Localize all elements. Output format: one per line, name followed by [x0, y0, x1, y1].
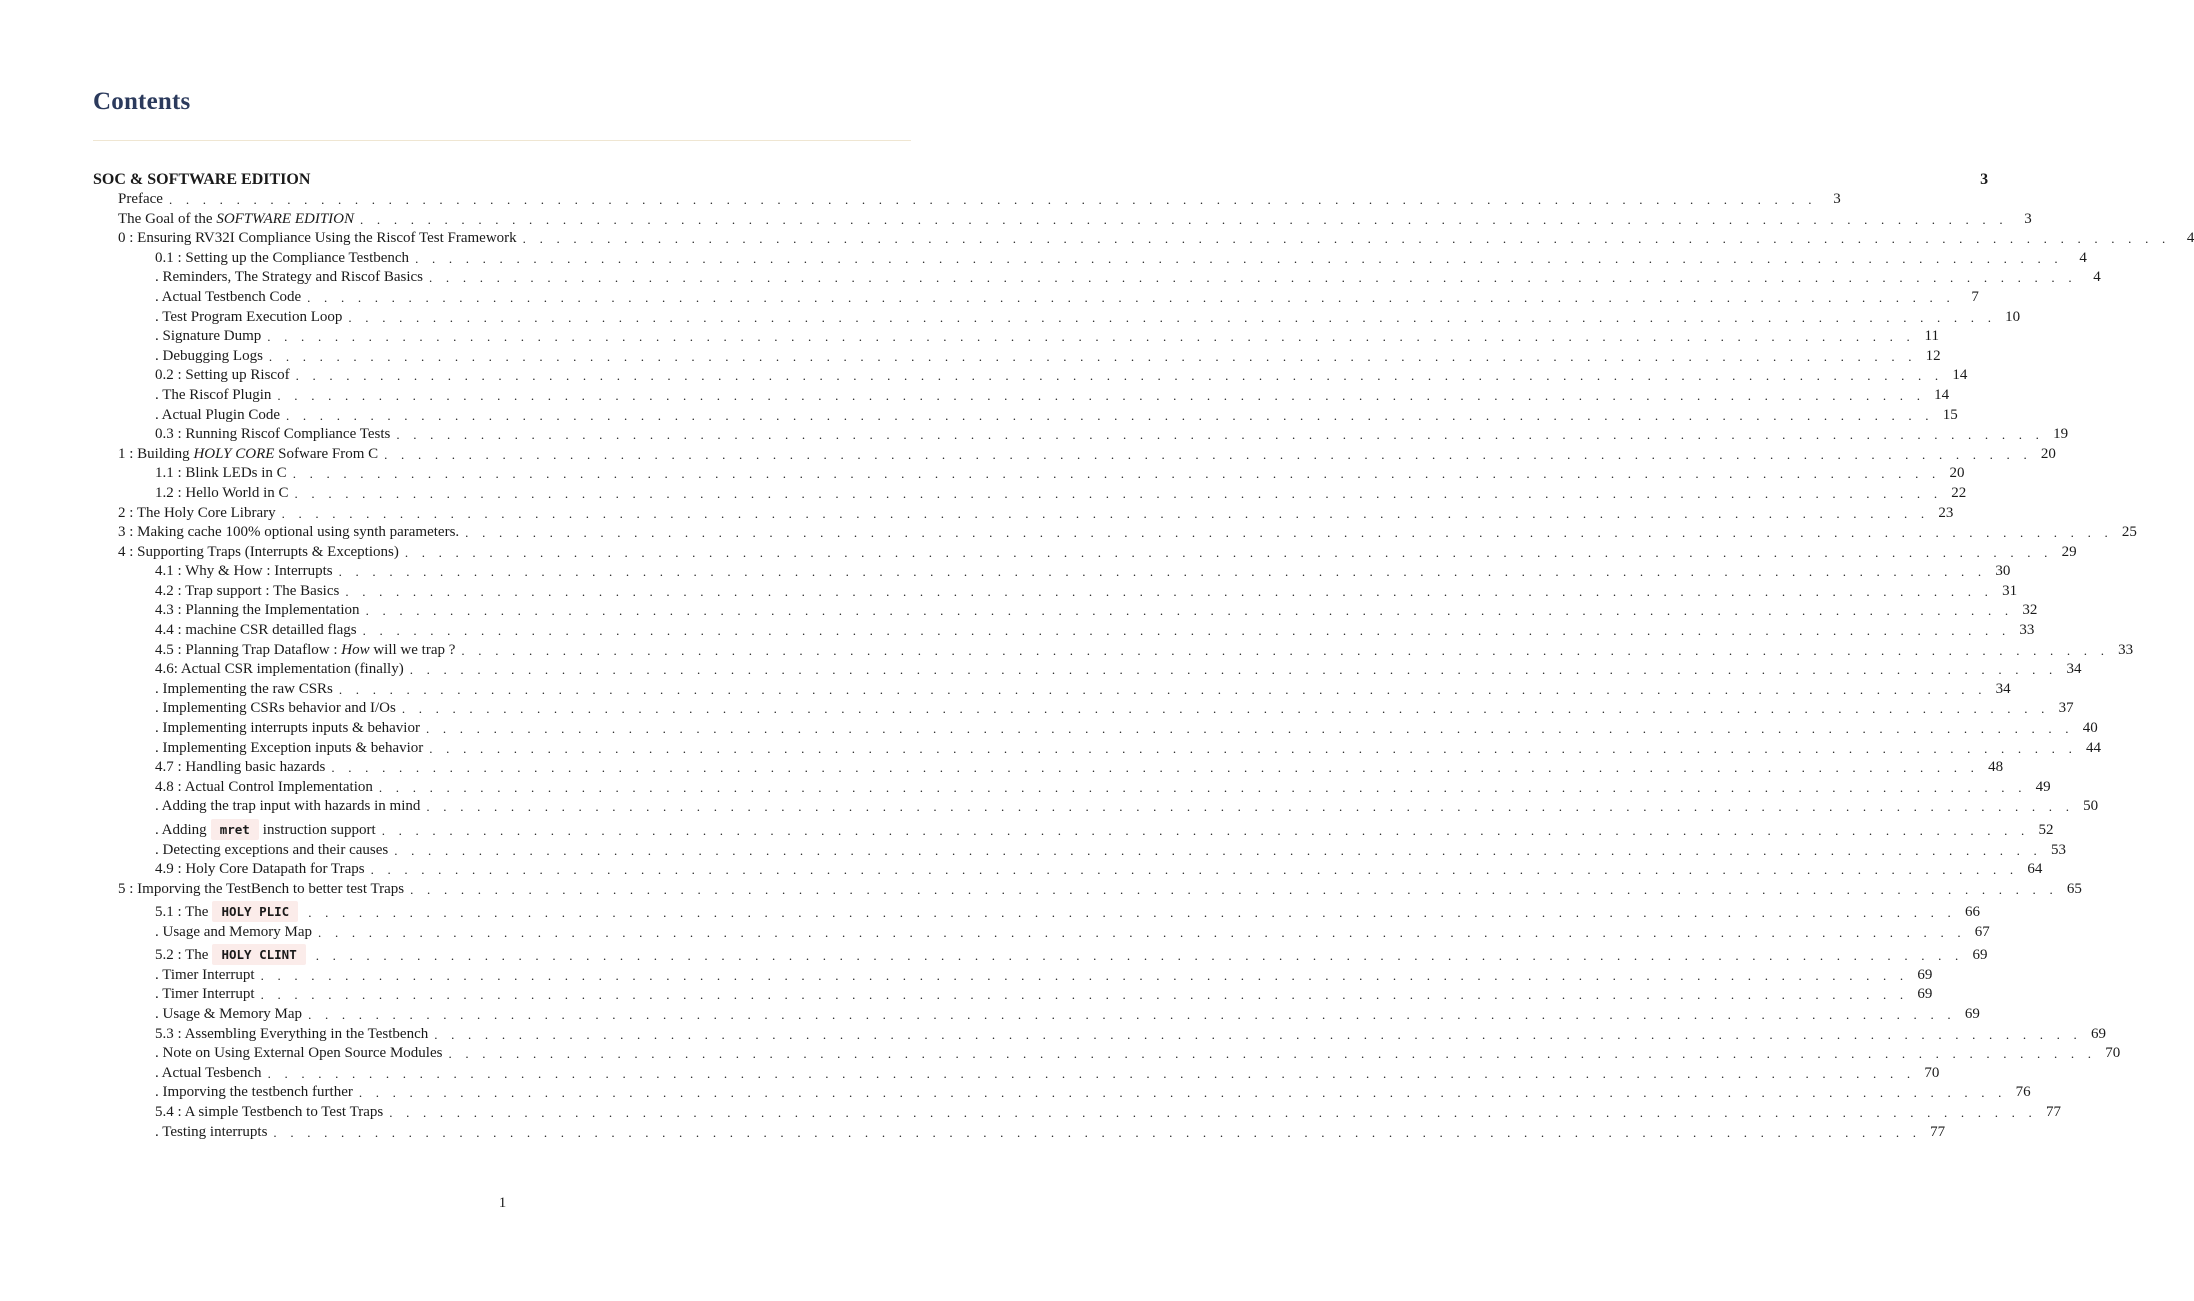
toc-entry-page: 48	[1988, 759, 2004, 776]
contents-heading: Contents	[93, 88, 191, 115]
toc-entry-page: 3	[1833, 191, 1841, 207]
toc-entry[interactable]	[93, 268, 2101, 288]
toc-entry[interactable]	[93, 797, 2099, 817]
toc-entry[interactable]	[93, 942, 1988, 966]
dot-leader: . . . . . . . . . . . . . . . . . . . . . . . . . . . . . . . . . . . . . . . . . . . . . . . . . . . . . . . . . . . . . . . . . . . . . . . . . . . . . . . . . . . . . . . . . . . . . . . . . .	[338, 681, 1987, 697]
toc-entry-label: 5.4 : A simple Testbench to Test Traps	[155, 1104, 384, 1121]
dot-leader: . . . . . . . . . . . . . . . . . . . . . . . . . . . . . . . . . . . . . . . . . . . . . . . . . . . . . . . . . . . . . . . . . . . . . . . . . . . . . . . . . . . . . . . . . . . . . . . . . .	[362, 623, 2011, 639]
inline-code: HOLY CLINT	[212, 944, 305, 965]
toc-entry[interactable]	[93, 249, 2087, 269]
toc-entry[interactable]	[93, 425, 2069, 445]
toc-entry-label: 1.2 : Hello World in C	[155, 484, 289, 501]
dot-leader: . . . . . . . . . . . . . . . . . . . . . . . . . . . . . . . . . . . . . . . . . . . . . . . . . . . . . . . . . . . . . . . . . . . . . . . . . . . . . . . . . . . . . . . . . . . . . . . . . .	[267, 329, 1915, 345]
dot-leader: . . . . . . . . . . . . . . . . . . . . . . . . . . . . . . . . . . . . . . . . . . . . . . . . . . . . . . . . . . . . . . . . . . . . . . . . . . . . . . . . . . . . . . . . . . . . . . . . . .	[267, 1065, 1916, 1081]
toc-entry-label: 4.6: Actual CSR implementation (finally)	[155, 661, 404, 678]
table-of-contents	[93, 170, 2194, 1142]
toc-entry[interactable]	[93, 1103, 2061, 1123]
toc-entry-label: . Implementing interrupts inputs & behavior	[155, 720, 420, 737]
toc-entry-label: 4.1 : Why & How : Interrupts	[155, 563, 333, 580]
dot-leader: . . . . . . . . . . . . . . . . . . . . . . . . . . . . . . . . . . . . . . . . . . . . . . . . . . . . . . . . . . . . . . . . . . . . . . . . . . . . . . . . . . . . . . . . . . . . . . . . . .	[338, 564, 1987, 580]
toc-entry-label: . Note on Using External Open Source Modules	[155, 1045, 443, 1062]
label-text: 4.5 : Planning Trap Dataflow :	[155, 641, 342, 658]
toc-entry[interactable]	[93, 985, 1933, 1005]
toc-entry-label: . Usage and Memory Map	[155, 923, 313, 940]
toc-entry[interactable]	[93, 1025, 2106, 1045]
toc-entry-label: 3 : Making cache 100% optional using synth parameters.	[118, 524, 460, 541]
toc-entry-page: 49	[2035, 778, 2051, 795]
toc-entry-label: . Testing interrupts	[155, 1123, 268, 1140]
dot-leader: . . . . . . . . . . . . . . . . . . . . . . . . . . . . . . . . . . . . . . . . . . . . . . . . . . . . . . . . . . . . . . . . . . . . . . . . . . . . . . . . . . . . . . . . . . . . . . . . . .	[378, 779, 2027, 795]
toc-entry[interactable]	[93, 288, 1979, 308]
toc-entry[interactable]	[93, 719, 2098, 739]
dot-leader: . . . . . . . . . . . . . . . . . . . . . . . . . . . . . . . . . . . . . . . . . . . . . . . . . . . . . . . . . . . . . . . . . . . . . . . . . . . . . . . . . . . . . . . . . . . . . . . . . .	[307, 289, 1955, 305]
toc-entry-page: 19	[2053, 426, 2069, 443]
label-emphasis: How	[341, 641, 370, 658]
dot-leader: . . . . . . . . . . . . . . . . . . . . . . . . . . . . . . . . . . . . . . . . . . . . . . . . . . . . . . . . . . . . . . . . . . . . . . . . . . . . . . . . . . . . . . . . . . . . . . . . . .	[360, 211, 2008, 227]
toc-entry[interactable]	[93, 504, 1954, 524]
toc-entry-page: 69	[2090, 1025, 2106, 1042]
toc-entry-page: 20	[1949, 465, 1965, 482]
toc-entry[interactable]	[93, 1005, 1980, 1025]
label-text: 5.1 : The	[155, 904, 209, 921]
toc-entry[interactable]	[93, 562, 2011, 582]
dot-leader: . . . . . . . . . . . . . . . . . . . . . . . . . . . . . . . . . . . . . . . . . . . . . . . . . . . . . . . . . . . . . . . . . . . . . . . . . . . . . . . . . . . . . . . . . . . . . . . . . .	[409, 662, 2058, 678]
dot-leader: . . . . . . . . . . . . . . . . . . . . . . . . . . . . . . . . . . . . . . . . . . . . . . . . . . . . . . . . . . . . . . . . . . . . . . . . . . . . . . . . . . . . . . . . . . . . . . . . . .	[465, 525, 2113, 541]
toc-entry[interactable]	[93, 484, 1967, 504]
toc-entry-label: Preface	[118, 191, 163, 207]
dot-leader: . . . . . . . . . . . . . . . . . . . . . . . . . . . . . . . . . . . . . . . . . . . . . . . . . . . . . . . . . . . . . . . . . . . . . . . . . . . . . . . . . . . . . . . . . . . . . . . . . .	[292, 466, 1941, 482]
dot-leader: . . . . . . . . . . . . . . . . . . . . . . . . . . . . . . . . . . . . . . . . . . . . . . . . . . . . . . . . . . . . . . . . . . . . . . . . . . . . . . . . . . . . . . . . . . . . . . . . . .	[389, 1105, 2037, 1121]
dot-leader: . . . . . . . . . . . . . . . . . . . . . . . . . . . . . . . . . . . . . . . . . . . . . . . . . . . . . . . . . . . . . . . . . . . . . . . . . . . . . . . . . . . . . . . . . . . . . . . . . .	[429, 270, 2077, 286]
toc-entry-label	[155, 901, 302, 923]
toc-entry-label: 2 : The Holy Core Library	[118, 504, 276, 521]
toc-entry[interactable]	[93, 1044, 2121, 1064]
toc-entry-page: 70	[2105, 1045, 2121, 1062]
toc-entry-label: . Detecting exceptions and their causes	[155, 841, 389, 858]
dot-leader: . . . . . . . . . . . . . . . . . . . . . . . . . . . . . . . . . . . . . . . . . . . . . . . . . . . . . . . . . . . . . . . . . . . . . . . . . . . . . . . . . . . . . . . . . . . . . . . . . .	[434, 1026, 2082, 1042]
toc-entry[interactable]	[93, 923, 1990, 943]
toc-entry[interactable]	[93, 308, 2021, 328]
toc-entry-label: . Usage & Memory Map	[155, 1006, 303, 1023]
dot-leader: . . . . . . . . . . . . . . . . . . . . . . . . . . . . . . . . . . . . . . . . . . . . . . . . . . . . . . . . . . . . . . . . . . . . . . . . . . . . . . . . . . . . . . . . . . . . . . . . . .	[410, 881, 2058, 897]
toc-entry-page: 77	[1930, 1123, 1946, 1140]
toc-entry-page: 69	[1964, 1006, 1980, 1023]
toc-entry-label: . Actual Tesbench	[155, 1064, 262, 1081]
toc-entry-page: 66	[1964, 904, 1980, 921]
toc-entry-page: 77	[2045, 1104, 2061, 1121]
toc-entry-label: 4.4 : machine CSR detailled flags	[155, 622, 357, 639]
toc-entry[interactable]	[93, 758, 2004, 778]
toc-entry-page: 23	[1938, 504, 1954, 521]
toc-entry-page: 3	[1980, 171, 1989, 189]
toc-entry-label	[118, 445, 378, 465]
toc-entry-page: 25	[2121, 524, 2137, 541]
toc-entry-label	[155, 641, 455, 661]
dot-leader: . . . . . . . . . . . . . . . . . . . . . . . . . . . . . . . . . . . . . . . . . . . . . . . . . . . . . . . . . . . . . . . . . . . . . . . . . . . . . . . . . . . . . . . . . . . . . . . . . .	[273, 1124, 1922, 1140]
toc-entry-label: 1.1 : Blink LEDs in C	[155, 465, 287, 482]
toc-entry-label: . Reminders, The Strategy and Riscof Basics	[155, 269, 424, 286]
toc-entry[interactable]	[93, 699, 2074, 719]
toc-entry-page: 14	[1934, 386, 1950, 403]
toc-entry-page: 33	[2118, 641, 2134, 658]
toc-entry-label	[155, 819, 376, 841]
inline-code: HOLY PLIC	[212, 901, 298, 922]
dot-leader: . . . . . . . . . . . . . . . . . . . . . . . . . . . . . . . . . . . . . . . . . . . . . . . . . . . . . . . . . . . . . . . . . . . . . . . . . . . . . . . . . . . . . . . . . . . . . . . . . .	[281, 505, 1930, 521]
toc-entry-label: . Timer Interrupt	[155, 986, 255, 1003]
toc-entry-label: . Debugging Logs	[155, 347, 263, 364]
toc-entry[interactable]	[93, 966, 1933, 986]
toc-entry-page: 12	[1925, 347, 1941, 364]
toc-entry[interactable]	[93, 778, 2051, 798]
dot-leader: . . . . . . . . . . . . . . . . . . . . . . . . . . . . . . . . . . . . . . . . . . . . . . . . . . . . . . . . . . . . . . . . . . . . . . . . . . . . . . . . . . . . . . . . . . . . . . . . . .	[396, 427, 2045, 443]
toc-entry-label: 4.7 : Handling basic hazards	[155, 759, 326, 776]
dot-leader: . . . . . . . . . . . . . . . . . . . . . . . . . . . . . . . . . . . . . . . . . . . . . . . . . . . . . . . . . . . . . . . . . . . . . . . . . . . . . . . . . . . . . . . . . . . . . . . . . .	[168, 192, 1817, 207]
toc-entry-label: SOC & SOFTWARE EDITION	[93, 171, 311, 189]
toc-entry-page: 76	[2015, 1084, 2031, 1101]
toc-entry-page: 33	[2019, 622, 2035, 639]
toc-entry[interactable]	[93, 386, 1950, 406]
toc-entry[interactable]	[93, 739, 2102, 759]
toc-part-entry[interactable]	[93, 170, 1989, 190]
toc-entry-label: 0.2 : Setting up Riscof	[155, 367, 290, 384]
toc-entry-page: 52	[2038, 821, 2054, 838]
toc-entry-page: 69	[1917, 966, 1933, 983]
toc-entry-label: 5.3 : Assembling Everything in the Testbench	[155, 1025, 429, 1042]
toc-entry-page: 37	[2058, 700, 2074, 717]
toc-entry[interactable]	[93, 523, 2137, 543]
toc-entry-label: . Adding the trap input with hazards in mind	[155, 798, 421, 815]
toc-entry-label: . Signature Dump	[155, 328, 262, 345]
toc-entry[interactable]	[93, 210, 2032, 230]
toc-entry[interactable]	[93, 880, 2082, 900]
toc-entry[interactable]	[93, 621, 2035, 641]
toc-entry[interactable]	[93, 1123, 1946, 1143]
dot-leader: . . . . . . . . . . . . . . . . . . . . . . . . . . . . . . . . . . . . . . . . . . . . . . . . . . . . . . . . . . . . . . . . . . . . . . . . . . . . . . . . . . . . . . . . . . . . . . . . . .	[331, 760, 1980, 776]
dot-leader: . . . . . . . . . . . . . . . . . . . . . . . . . . . . . . . . . . . . . . . . . . . . . . . . . . . . . . . . . . . . . . . . . . . . . . . . . . . . . . . . . . . . . . . . . . . . . . . . . .	[394, 842, 2042, 858]
dot-leader: . . . . . . . . . . . . . . . . . . . . . . . . . . . . . . . . . . . . . . . . . . . . . . . . . . . . . . . . . . . . . . . . . . . . . . . . . . . . . . . . . . . . . . . . . . . . . . . . . .	[522, 231, 2171, 247]
dot-leader: . . . . . . . . . . . . . . . . . . . . . . . . . . . . . . . . . . . . . . . . . . . . . . . . . . . . . . . . . . . . . . . . . . . . . . . . . . . . . . . . . . . . . . . . . . . . . . . . . .	[308, 905, 1956, 921]
toc-entry[interactable]	[93, 366, 1968, 386]
toc-entry-label: 4.2 : Trap support : The Basics	[155, 582, 340, 599]
toc-entry[interactable]	[93, 406, 1958, 426]
toc-entry-page: 69	[1917, 986, 1933, 1003]
toc-entry-label	[155, 944, 310, 966]
toc-entry-page: 20	[2040, 445, 2056, 462]
toc-entry-page: 22	[1951, 484, 1967, 501]
dot-leader: . . . . . . . . . . . . . . . . . . . . . . . . . . . . . . . . . . . . . . . . . . . . . . . . . . . . . . . . . . . . . . . . . . . . . . . . . . . . . . . . . . . . . . . . . . . . . . . . . .	[370, 862, 2019, 878]
toc-entry-page: 30	[1995, 563, 2011, 580]
label-text: 1 : Building	[118, 445, 194, 462]
toc-entry-label: 0.1 : Setting up the Compliance Testbench	[155, 249, 410, 266]
toc-entry-label: . Actual Plugin Code	[155, 406, 280, 423]
toc-entry-label: . Implementing the raw CSRs	[155, 680, 333, 697]
toc-entry-label	[118, 210, 354, 230]
toc-entry-page: 4	[2079, 249, 2087, 266]
toc-entry-label: . Test Program Execution Loop	[155, 308, 343, 325]
label-emphasis: HOLY CORE	[193, 445, 275, 462]
toc-entry[interactable]	[93, 817, 2054, 841]
toc-entry-page: 64	[2027, 861, 2043, 878]
toc-entry-label: 5 : Imporving the TestBench to better test Traps	[118, 880, 405, 897]
toc-entry[interactable]	[93, 582, 2018, 602]
toc-entry-page: 34	[1995, 680, 2011, 697]
toc-entry-page: 67	[1974, 923, 1990, 940]
toc-entry-page: 29	[2061, 543, 2077, 560]
label-text: The Goal of the	[118, 210, 217, 227]
dot-leader: . . . . . . . . . . . . . . . . . . . . . . . . . . . . . . . . . . . . . . . . . . . . . . . . . . . . . . . . . . . . . . . . . . . . . . . . . . . . . . . . . . . . . . . . . . . . . . . . . .	[294, 485, 1943, 501]
toc-entry[interactable]	[93, 899, 1980, 923]
label-text: instruction support	[262, 821, 376, 838]
toc-entry-page: 69	[1972, 947, 1988, 964]
toc-entry-page: 4	[2186, 230, 2194, 247]
dot-leader: . . . . . . . . . . . . . . . . . . . . . . . . . . . . . . . . . . . . . . . . . . . . . . . . . . . . . . . . . . . . . . . . . . . . . . . . . . . . . . . . . . . . . . . . . . . . . . . . . .	[260, 967, 1909, 983]
page-number: 1	[498, 1195, 507, 1211]
toc-entry[interactable]	[93, 660, 2082, 680]
toc-entry[interactable]	[93, 841, 2066, 861]
toc-entry-page: 10	[2005, 308, 2021, 325]
toc-entry[interactable]	[93, 601, 2038, 621]
dot-leader: . . . . . . . . . . . . . . . . . . . . . . . . . . . . . . . . . . . . . . . . . . . . . . . . . . . . . . . . . . . . . . . . . . . . . . . . . . . . . . . . . . . . . . . . . . . . . . . . . .	[461, 642, 2110, 658]
toc-entry[interactable]	[93, 229, 2194, 249]
toc-entry-label: 4.3 : Planning the Implementation	[155, 602, 360, 619]
toc-entry[interactable]	[93, 327, 1939, 347]
dot-leader: . . . . . . . . . . . . . . . . . . . . . . . . . . . . . . . . . . . . . . . . . . . . . . . . . . . . . . . . . . . . . . . . . . . . . . . . . . . . . . . . . . . . . . . . . . . . . . . . . .	[384, 446, 2032, 462]
dot-leader: . . . . . . . . . . . . . . . . . . . . . . . . . . . . . . . . . . . . . . . . . . . . . . . . . . . . . . . . . . . . . . . . . . . . . . . . . . . . . . . . . . . . . . . . . . . . . . . . . .	[401, 701, 2050, 717]
toc-entry-page: 15	[1942, 406, 1958, 423]
dot-leader: . . . . . . . . . . . . . . . . . . . . . . . . . . . . . . . . . . . . . . . . . . . . . . . . . . . . . . . . . . . . . . . . . . . . . . . . . . . . . . . . . . . . . . . . . . . . . . . . . .	[448, 1046, 2097, 1062]
dot-leader: . . . . . . . . . . . . . . . . . . . . . . . . . . . . . . . . . . . . . . . . . . . . . . . . . . . . . . . . . . . . . . . . . . . . . . . . . . . . . . . . . . . . . . . . . . . . . . . . . .	[286, 407, 1934, 423]
dot-leader: . . . . . . . . . . . . . . . . . . . . . . . . . . . . . . . . . . . . . . . . . . . . . . . . . . . . . . . . . . . . . . . . . . . . . . . . . . . . . . . . . . . . . . . . . . . . . . . . . .	[429, 740, 2078, 756]
toc-entry-page: 34	[2066, 661, 2082, 678]
toc-entry[interactable]	[93, 641, 2134, 661]
toc-entry-page: 31	[2002, 582, 2018, 599]
label-text: will we trap ?	[369, 641, 456, 658]
toc-entry[interactable]	[93, 1064, 1940, 1084]
toc-entry[interactable]	[93, 680, 2011, 700]
dot-leader: . . . . . . . . . . . . . . . . . . . . . . . . . . . . . . . . . . . . . . . . . . . . . . . . . . . . . . . . . . . . . . . . . . . . . . . . . . . . . . . . . . . . . . . . . . . . . . . . . .	[425, 721, 2074, 737]
toc-entry-page: 32	[2022, 602, 2038, 619]
heading-rule	[93, 140, 911, 141]
toc-entry-label: . The Riscof Plugin	[155, 386, 272, 403]
toc-entry-label: 0 : Ensuring RV32I Compliance Using the Riscof Test Framework	[118, 230, 517, 247]
toc-entry[interactable]	[93, 543, 2077, 563]
toc-entry-label: . Timer Interrupt	[155, 966, 255, 983]
toc-entry-page: 40	[2082, 720, 2098, 737]
toc-entry-page: 65	[2066, 880, 2082, 897]
toc-entry-page: 7	[1971, 288, 1979, 305]
toc-entry[interactable]	[93, 464, 1965, 484]
toc-entry-page: 70	[1924, 1064, 1940, 1081]
dot-leader: . . . . . . . . . . . . . . . . . . . . . . . . . . . . . . . . . . . . . . . . . . . . . . . . . . . . . . . . . . . . . . . . . . . . . . . . . . . . . . . . . . . . . . . . . . . . . . . . . .	[381, 822, 2030, 838]
toc-entry-label: . Imporving the testbench further	[155, 1084, 353, 1101]
label-text: . Adding	[155, 821, 207, 838]
dot-leader: . . . . . . . . . . . . . . . . . . . . . . . . . . . . . . . . . . . . . . . . . . . . . . . . . . . . . . . . . . . . . . . . . . . . . . . . . . . . . . . . . . . . . . . . . . . . . . . . . .	[404, 544, 2053, 560]
toc-entry[interactable]	[93, 445, 2056, 465]
toc-entry-label: . Implementing CSRs behavior and I/Os	[155, 700, 396, 717]
toc-entry-label: . Actual Testbench Code	[155, 288, 302, 305]
toc-entry-label: 4.9 : Holy Core Datapath for Traps	[155, 861, 365, 878]
toc-entry-page: 53	[2051, 841, 2066, 858]
label-emphasis: SOFTWARE EDITION	[216, 210, 355, 227]
dot-leader: . . . . . . . . . . . . . . . . . . . . . . . . . . . . . . . . . . . . . . . . . . . . . . . . . . . . . . . . . . . . . . . . . . . . . . . . . . . . . . . . . . . . . . . . . . . . . . . . . .	[348, 309, 1997, 325]
dot-leader: . . . . . . . . . . . . . . . . . . . . . . . . . . . . . . . . . . . . . . . . . . . . . . . . . . . . . . . . . . . . . . . . . . . . . . . . . . . . . . . . . . . . . . . . . . . . . . . . . .	[315, 948, 1964, 964]
toc-entry-page: 14	[1952, 367, 1968, 384]
dot-leader: . . . . . . . . . . . . . . . . . . . . . . . . . . . . . . . . . . . . . . . . . . . . . . . . . . . . . . . . . . . . . . . . . . . . . . . . . . . . . . . . . . . . . . . . . . . . . . . . . .	[318, 924, 1966, 940]
toc-entry-page: 3	[2024, 210, 2032, 227]
inline-code: mret	[211, 819, 259, 840]
toc-entry-page: 4	[2093, 269, 2101, 286]
toc-entry-page: 50	[2083, 798, 2099, 815]
label-text: Sofware From C	[274, 445, 379, 462]
dot-leader: . . . . . . . . . . . . . . . . . . . . . . . . . . . . . . . . . . . . . . . . . . . . . . . . . . . . . . . . . . . . . . . . . . . . . . . . . . . . . . . . . . . . . . . . . . . . . . . . . .	[345, 583, 1994, 599]
toc-entry-label: 0.3 : Running Riscof Compliance Tests	[155, 426, 391, 443]
toc-entry-page: 11	[1924, 328, 1939, 345]
dot-leader: . . . . . . . . . . . . . . . . . . . . . . . . . . . . . . . . . . . . . . . . . . . . . . . . . . . . . . . . . . . . . . . . . . . . . . . . . . . . . . . . . . . . . . . . . . . . . . . . . .	[358, 1085, 2007, 1101]
dot-leader: . . . . . . . . . . . . . . . . . . . . . . . . . . . . . . . . . . . . . . . . . . . . . . . . . . . . . . . . . . . . . . . . . . . . . . . . . . . . . . . . . . . . . . . . . . . . . . . . . .	[415, 250, 2063, 266]
toc-entry[interactable]	[93, 860, 2043, 880]
toc-entry-page: 44	[2086, 739, 2102, 756]
toc-entry[interactable]	[93, 347, 1941, 367]
toc-entry-label: . Implementing Exception inputs & behavior	[155, 739, 424, 756]
dot-leader: . . . . . . . . . . . . . . . . . . . . . . . . . . . . . . . . . . . . . . . . . . . . . . . . . . . . . . . . . . . . . . . . . . . . . . . . . . . . . . . . . . . . . . . . . . . . . . . . . .	[277, 387, 1926, 403]
dot-leader: . . . . . . . . . . . . . . . . . . . . . . . . . . . . . . . . . . . . . . . . . . . . . . . . . . . . . . . . . . . . . . . . . . . . . . . . . . . . . . . . . . . . . . . . . . . . . . . . . .	[268, 348, 1917, 364]
dot-leader: . . . . . . . . . . . . . . . . . . . . . . . . . . . . . . . . . . . . . . . . . . . . . . . . . . . . . . . . . . . . . . . . . . . . . . . . . . . . . . . . . . . . . . . . . . . . . . . . . .	[365, 603, 2014, 619]
dot-leader: . . . . . . . . . . . . . . . . . . . . . . . . . . . . . . . . . . . . . . . . . . . . . . . . . . . . . . . . . . . . . . . . . . . . . . . . . . . . . . . . . . . . . . . . . . . . . . . . . .	[426, 799, 2075, 815]
dot-leader: . . . . . . . . . . . . . . . . . . . . . . . . . . . . . . . . . . . . . . . . . . . . . . . . . . . . . . . . . . . . . . . . . . . . . . . . . . . . . . . . . . . . . . . . . . . . . . . . . .	[308, 1007, 1956, 1023]
dot-leader: . . . . . . . . . . . . . . . . . . . . . . . . . . . . . . . . . . . . . . . . . . . . . . . . . . . . . . . . . . . . . . . . . . . . . . . . . . . . . . . . . . . . . . . . . . . . . . . . . .	[295, 368, 1944, 384]
dot-leader: . . . . . . . . . . . . . . . . . . . . . . . . . . . . . . . . . . . . . . . . . . . . . . . . . . . . . . . . . . . . . . . . . . . . . . . . . . . . . . . . . . . . . . . . . . . . . . . . . .	[260, 987, 1909, 1003]
toc-entry-label: 4 : Supporting Traps (Interrupts & Exceptions)	[118, 543, 399, 560]
toc-entry[interactable]	[93, 190, 1841, 210]
toc-entry-label: 4.8 : Actual Control Implementation	[155, 778, 373, 795]
label-text: 5.2 : The	[155, 947, 209, 964]
toc-entry[interactable]	[93, 1083, 2031, 1103]
